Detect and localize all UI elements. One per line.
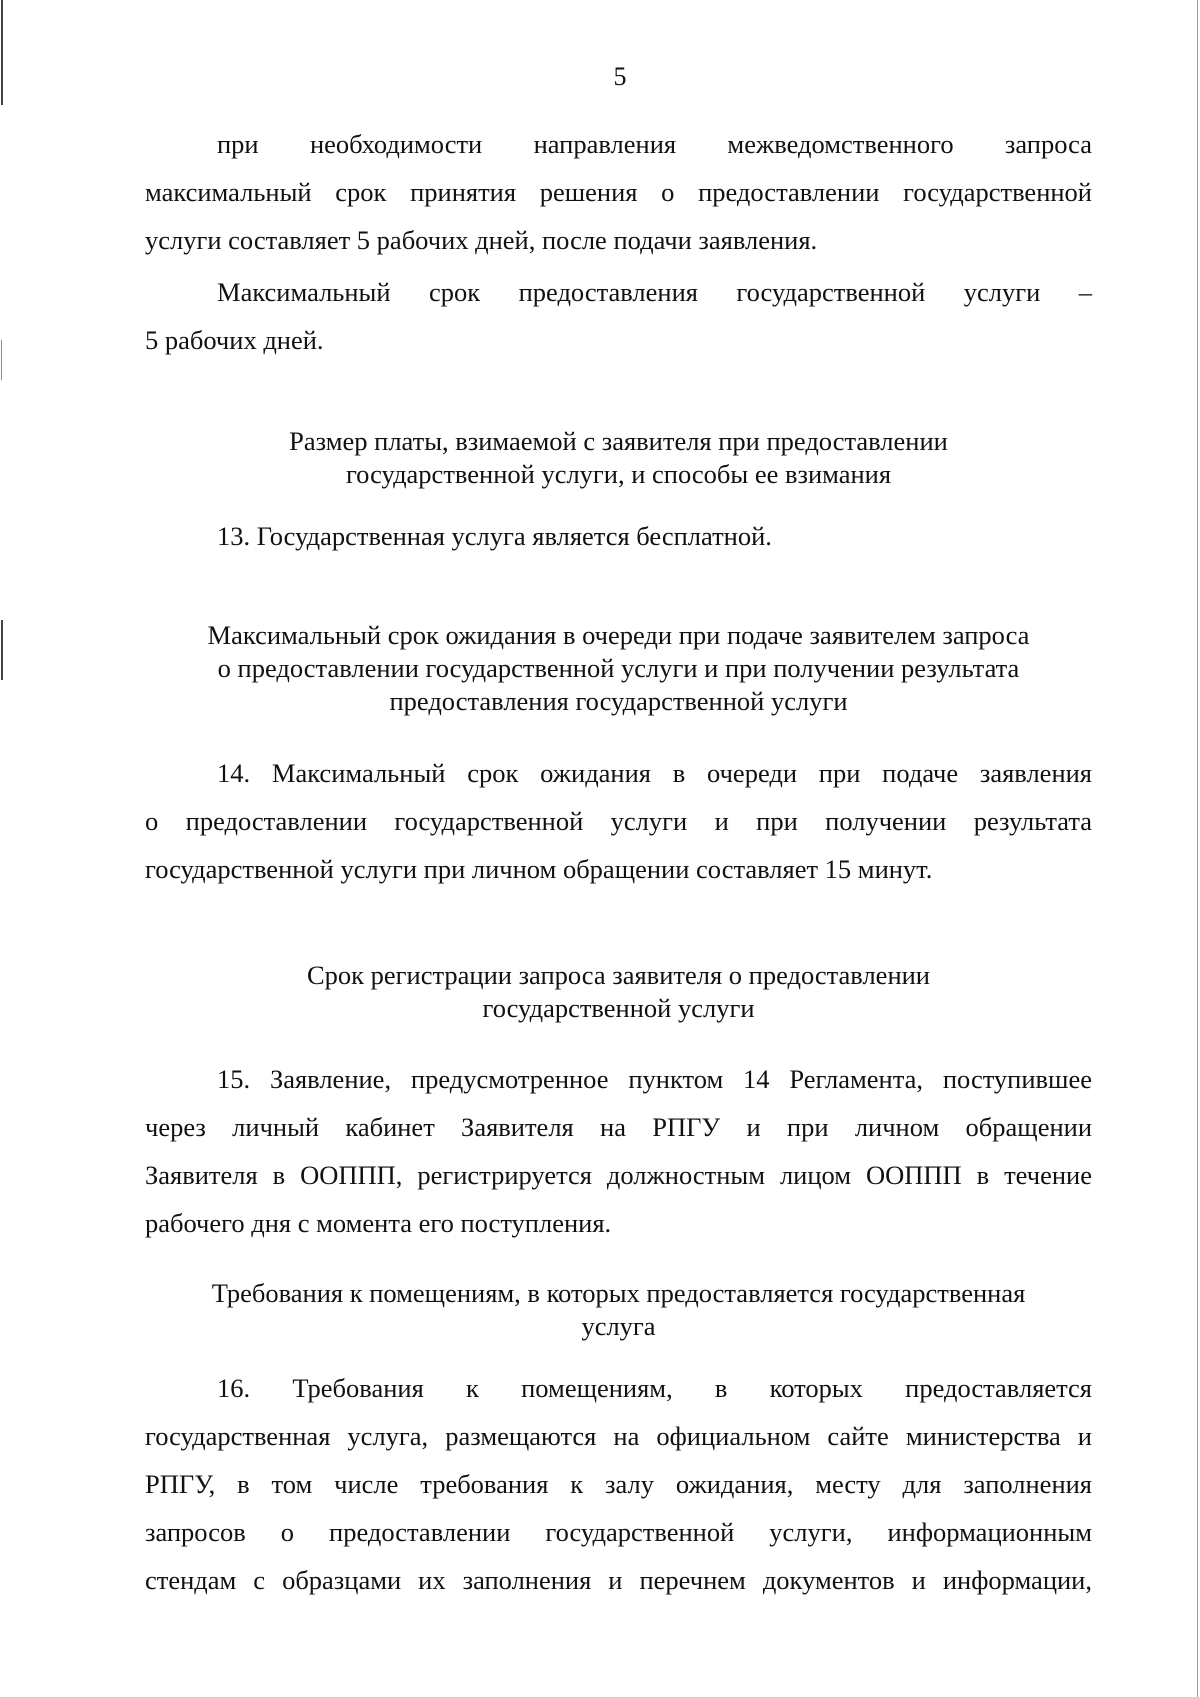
paragraph-line: рабочего дня с момента его поступления.	[145, 1208, 612, 1238]
scan-edge-mark	[1, 340, 2, 380]
section-heading-fee	[145, 425, 1092, 491]
paragraph-line: РПГУ, в том числе требования к залу ожидания, месту для заполнения	[145, 1469, 1092, 1499]
paragraph-line: 15. Заявление, предусмотренное пунктом 14 Регламента, поступившее	[217, 1064, 1092, 1094]
paragraph-line: 16. Требования к помещениям, в которых предоставляется	[217, 1373, 1092, 1403]
paragraph-line: через личный кабинет Заявителя на РПГУ и при личном обращении	[145, 1112, 1092, 1142]
paragraph-line: 14. Максимальный срок ожидания в очереди при подаче заявления	[217, 758, 1092, 788]
heading-line: государственной услуги, и способы ее взимания	[345, 459, 892, 489]
paragraph-line: Заявителя в ООППП, регистрируется должностным лицом ООППП в течение	[145, 1160, 1092, 1190]
page-number: 5	[613, 62, 627, 91]
paragraph-line: государственной услуги при личном обращении составляет 15 минут.	[145, 854, 933, 884]
scan-edge-mark	[1, 620, 3, 680]
section-heading-queue	[145, 619, 1092, 718]
heading-line: Срок регистрации запроса заявителя о предоставлении	[306, 960, 930, 990]
heading-line: о предоставлении государственной услуги и при получении результата	[217, 653, 1020, 683]
heading-line: Размер платы, взимаемой с заявителя при предоставлении	[289, 426, 948, 456]
paragraph-line: запросов о предоставлении государственной услуги, информационным	[145, 1517, 1092, 1547]
paragraph-line: услуги составляет 5 рабочих дней, после подачи заявления.	[145, 225, 818, 255]
paragraph-processing-time	[145, 120, 1092, 264]
section-heading-registration	[145, 959, 1092, 1025]
heading-line: Требования к помещениям, в которых предоставляется государственная	[211, 1278, 1026, 1308]
heading-line: государственной услуги	[482, 993, 755, 1023]
heading-line: предоставления государственной услуги	[389, 686, 848, 716]
paragraph-line: при необходимости направления межведомственного запроса	[217, 129, 1092, 159]
section-heading-premises	[145, 1277, 1092, 1343]
paragraph-queue-time	[145, 749, 1092, 893]
heading-line: Максимальный срок ожидания в очереди при подаче заявителем запроса	[207, 620, 1030, 650]
paragraph-line: государственная услуга, размещаются на официальном сайте министерства и	[145, 1421, 1092, 1451]
paragraph-line: 5 рабочих дней.	[145, 325, 324, 355]
paragraph-free-service	[145, 512, 1092, 560]
paragraph-line: Максимальный срок предоставления государственной услуги –	[217, 277, 1092, 307]
paragraph-premises-requirements	[145, 1364, 1092, 1604]
scan-edge-mark	[1197, 0, 1198, 1697]
paragraph-line: 13. Государственная услуга является бесплатной.	[217, 521, 772, 551]
paragraph-line: о предоставлении государственной услуги и при получении результата	[145, 806, 1092, 836]
paragraph-line: максимальный срок принятия решения о предоставлении государственной	[145, 177, 1092, 207]
paragraph-registration	[145, 1055, 1092, 1247]
paragraph-line: стендам с образцами их заполнения и перечнем документов и информации,	[145, 1565, 1092, 1595]
paragraph-max-term	[145, 268, 1092, 364]
heading-line: услуга	[581, 1311, 656, 1341]
